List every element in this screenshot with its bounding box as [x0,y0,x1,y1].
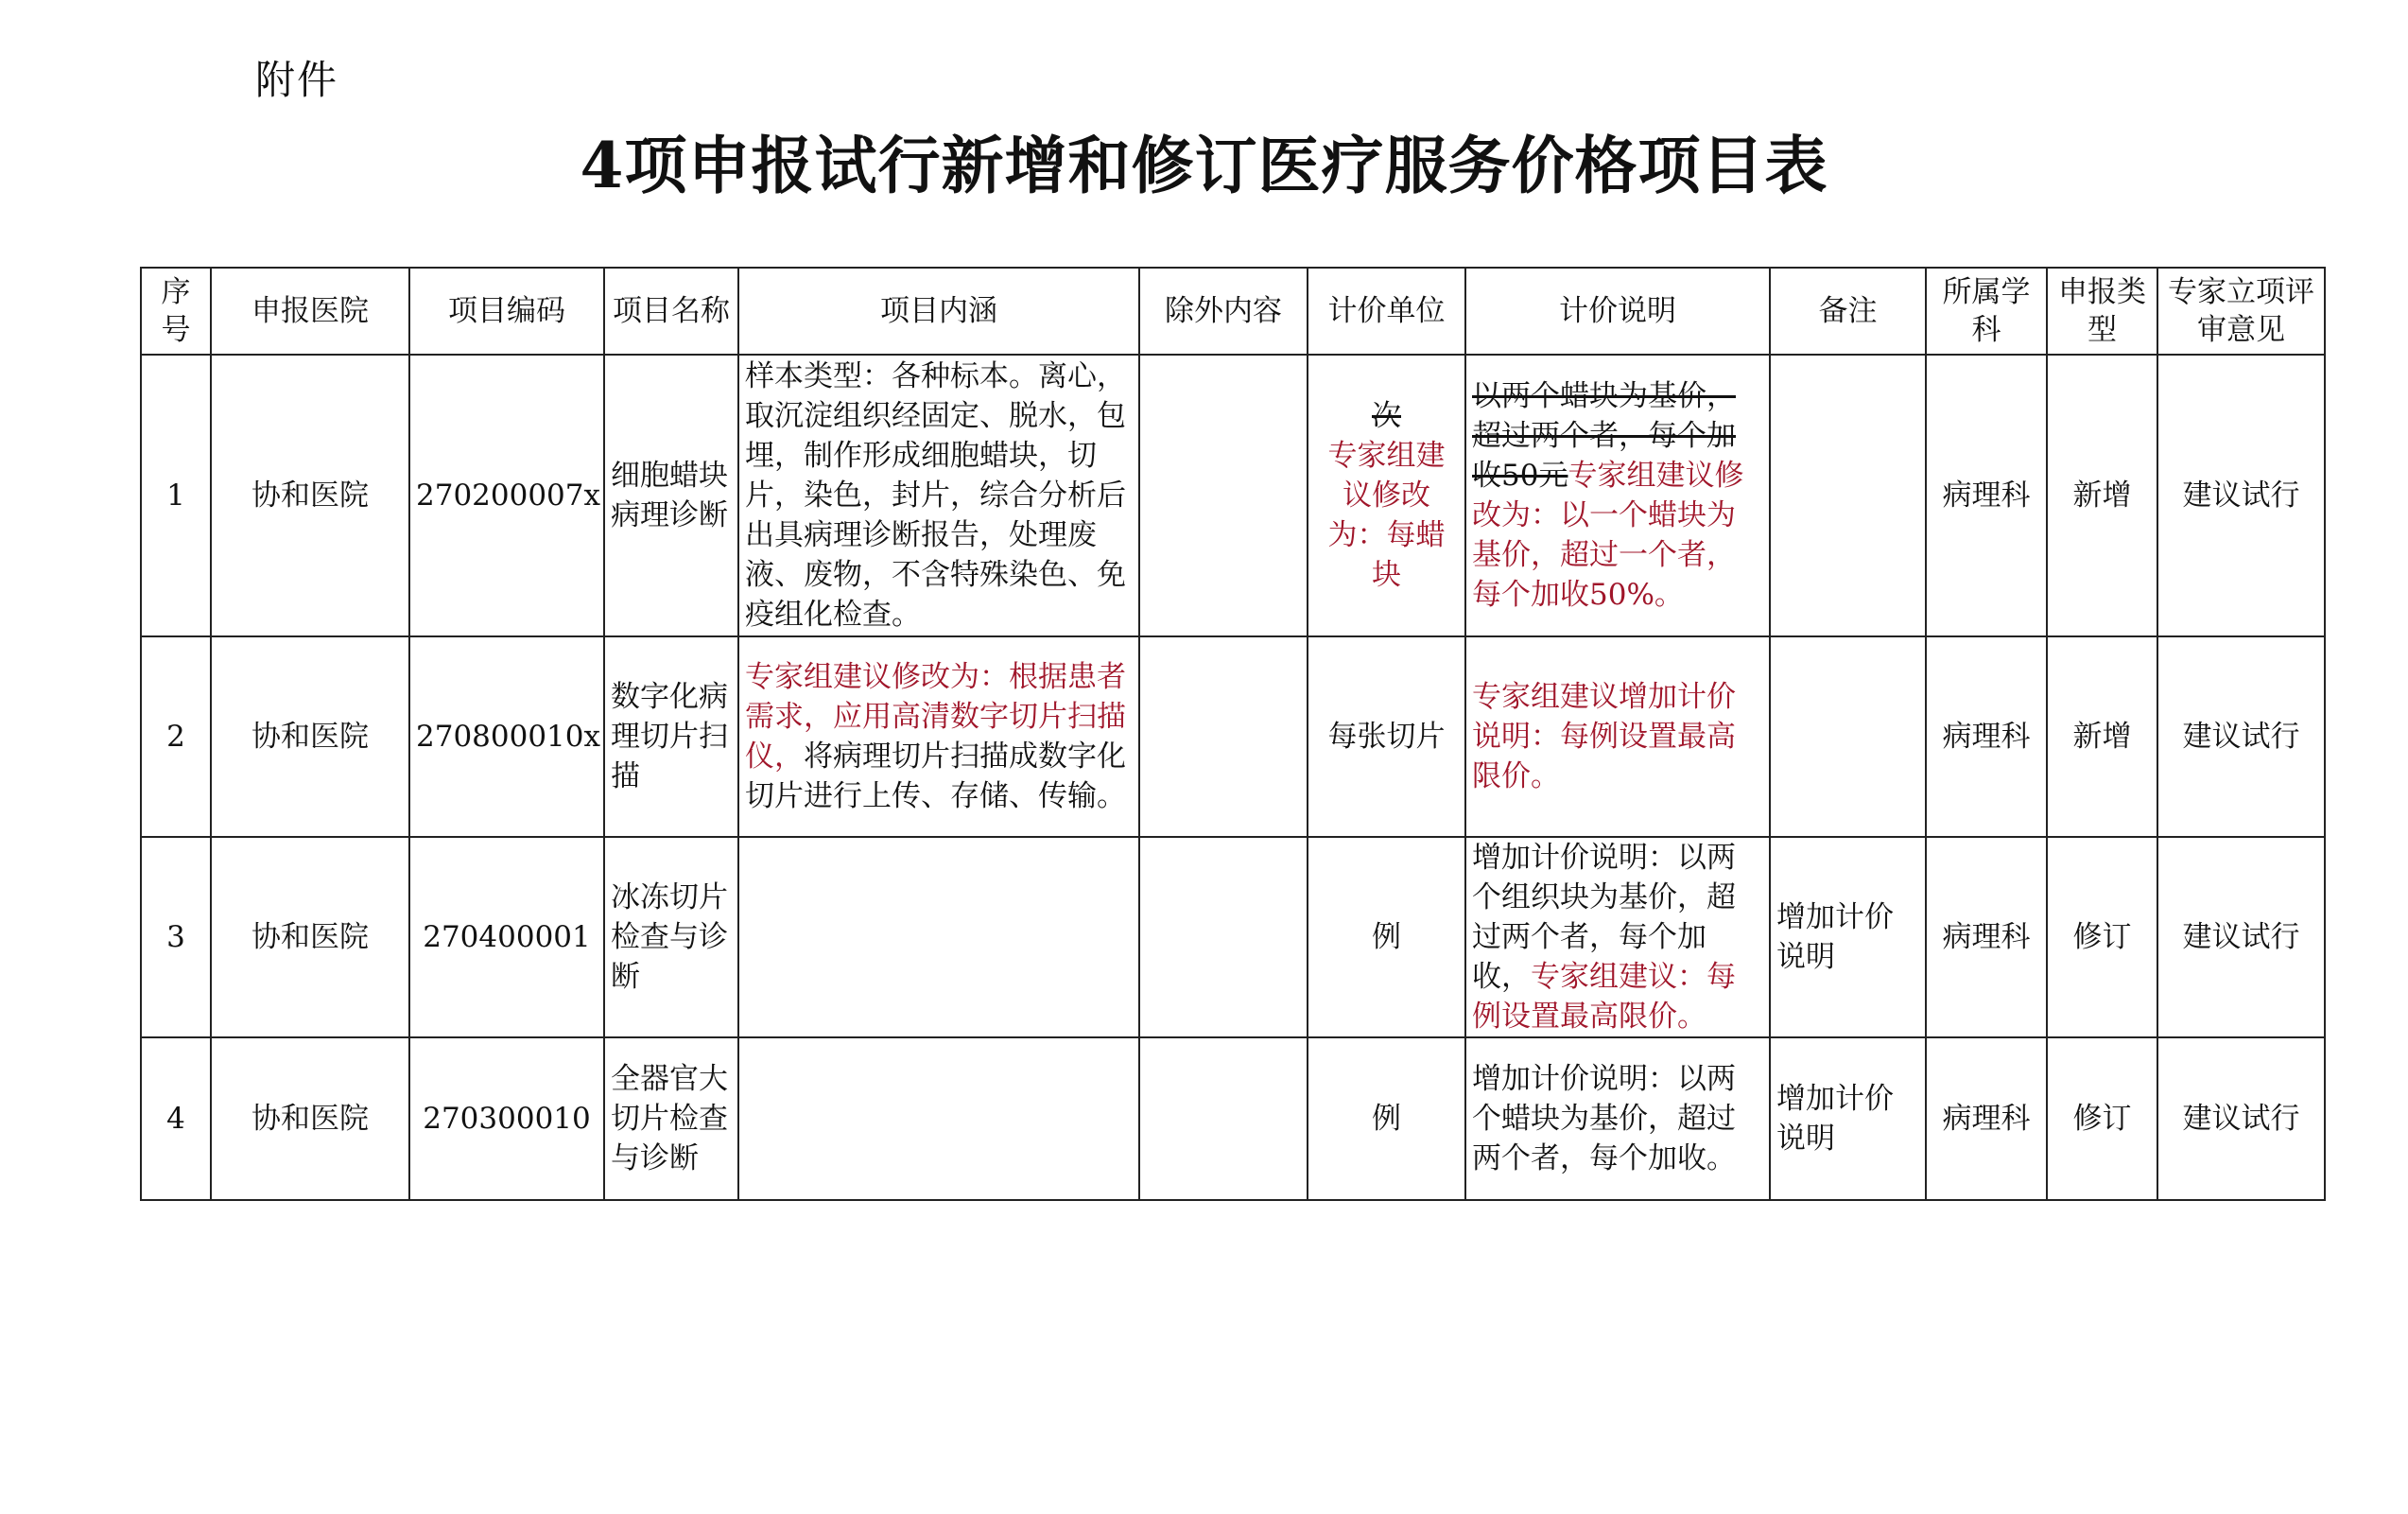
cell-type: 新增 [2047,636,2157,837]
content-text: 样本类型：各种标本。离心，取沉淀组织经固定、脱水，包埋，制作形成细胞蜡块，切片，染色，封片，综合分析后出具病理诊断报告，处理废液、废物，不含特殊染色、免疫组化检查。 [745,359,1126,632]
cell-opinion: 建议试行 [2157,837,2325,1037]
table-row [141,636,2325,837]
unit-expert-note: 专家组建议修改为：每蜡块 [1327,439,1446,592]
pricing-text: 增加计价说明：以两个蜡块为基价，超过两个者，每个加收。 [1472,1062,1736,1175]
document-title: 4项申报试行新增和修订医疗服务价格项目表 [580,129,1828,202]
cell-remark: 增加计价说明 [1770,1037,1926,1200]
cell-no: 4 [141,1037,211,1200]
col-header-unit: 计价单位 [1308,268,1465,355]
cell-opinion: 建议试行 [2157,636,2325,837]
cell-pricing [1465,1037,1770,1200]
price-items-table [140,267,2326,1201]
content-text: 将病理切片扫描成数字化切片进行上传、存储、传输。 [745,740,1126,813]
col-header-code: 项目编码 [409,268,604,355]
cell-code: 270200007x [409,355,604,636]
cell-name: 数字化病理切片扫描 [604,636,738,837]
cell-excluded [1139,636,1308,837]
col-header-hospital: 申报医院 [211,268,409,355]
cell-no: 3 [141,837,211,1037]
cell-name: 冰冻切片检查与诊断 [604,837,738,1037]
cell-remark [1770,355,1926,636]
cell-code: 270800010x [409,636,604,837]
cell-code: 270400001 [409,837,604,1037]
cell-hospital: 协和医院 [211,837,409,1037]
cell-discipline: 病理科 [1926,636,2047,837]
col-header-no: 序号 [141,268,211,355]
attachment-label: 附件 [255,57,339,103]
cell-content [738,636,1139,837]
pricing-expert-note: 专家组建议修改为：以一个蜡块为基价，超过一个者，每个加收50%。 [1472,459,1744,612]
cell-discipline: 病理科 [1926,837,2047,1037]
pricing-expert-note: 专家组建议增加计价说明：每例设置最高限价。 [1472,680,1736,793]
col-header-content: 项目内涵 [738,268,1139,355]
table-row [141,1037,2325,1200]
col-header-type: 申报类型 [2047,268,2157,355]
unit-struck-text: 次 [1372,399,1401,433]
cell-excluded [1139,1037,1308,1200]
cell-hospital: 协和医院 [211,355,409,636]
cell-pricing [1465,636,1770,837]
cell-discipline: 病理科 [1926,1037,2047,1200]
pricing-text: 增加计价说明：以两个组织块为基价，超过两个者，每个加收， [1472,841,1736,994]
col-header-excluded: 除外内容 [1139,268,1308,355]
col-header-remark: 备注 [1770,268,1926,355]
content-expert-note: 专家组建议修改为：根据患者需求，应用高清数字切片扫描仪， [745,660,1126,774]
cell-opinion: 建议试行 [2157,355,2325,636]
cell-excluded [1139,355,1308,636]
cell-unit: 例 [1308,1037,1465,1200]
cell-excluded [1139,837,1308,1037]
cell-content [738,837,1139,1037]
table-header-row [141,268,2325,355]
cell-type: 修订 [2047,837,2157,1037]
cell-pricing [1465,837,1770,1037]
table-row [141,355,2325,636]
cell-pricing [1465,355,1770,636]
col-header-name: 项目名称 [604,268,738,355]
cell-unit [1308,355,1465,636]
cell-unit: 例 [1308,837,1465,1037]
cell-remark: 增加计价说明 [1770,837,1926,1037]
table-row [141,837,2325,1037]
cell-no: 2 [141,636,211,837]
cell-remark [1770,636,1926,837]
col-header-opinion: 专家立项评审意见 [2157,268,2325,355]
cell-name: 全器官大切片检查与诊断 [604,1037,738,1200]
cell-content [738,355,1139,636]
cell-discipline: 病理科 [1926,355,2047,636]
cell-type: 修订 [2047,1037,2157,1200]
cell-code: 270300010 [409,1037,604,1200]
cell-name: 细胞蜡块病理诊断 [604,355,738,636]
pricing-struck-text: 以两个蜡块为基价，超过两个者，每个加收50元 [1472,379,1736,493]
col-header-discipline: 所属学科 [1926,268,2047,355]
cell-content [738,1037,1139,1200]
cell-no: 1 [141,355,211,636]
col-header-pricing: 计价说明 [1465,268,1770,355]
pricing-expert-note: 专家组建议：每例设置最高限价。 [1472,960,1736,1034]
cell-hospital: 协和医院 [211,1037,409,1200]
cell-type: 新增 [2047,355,2157,636]
cell-hospital: 协和医院 [211,636,409,837]
cell-opinion: 建议试行 [2157,1037,2325,1200]
cell-unit: 每张切片 [1308,636,1465,837]
